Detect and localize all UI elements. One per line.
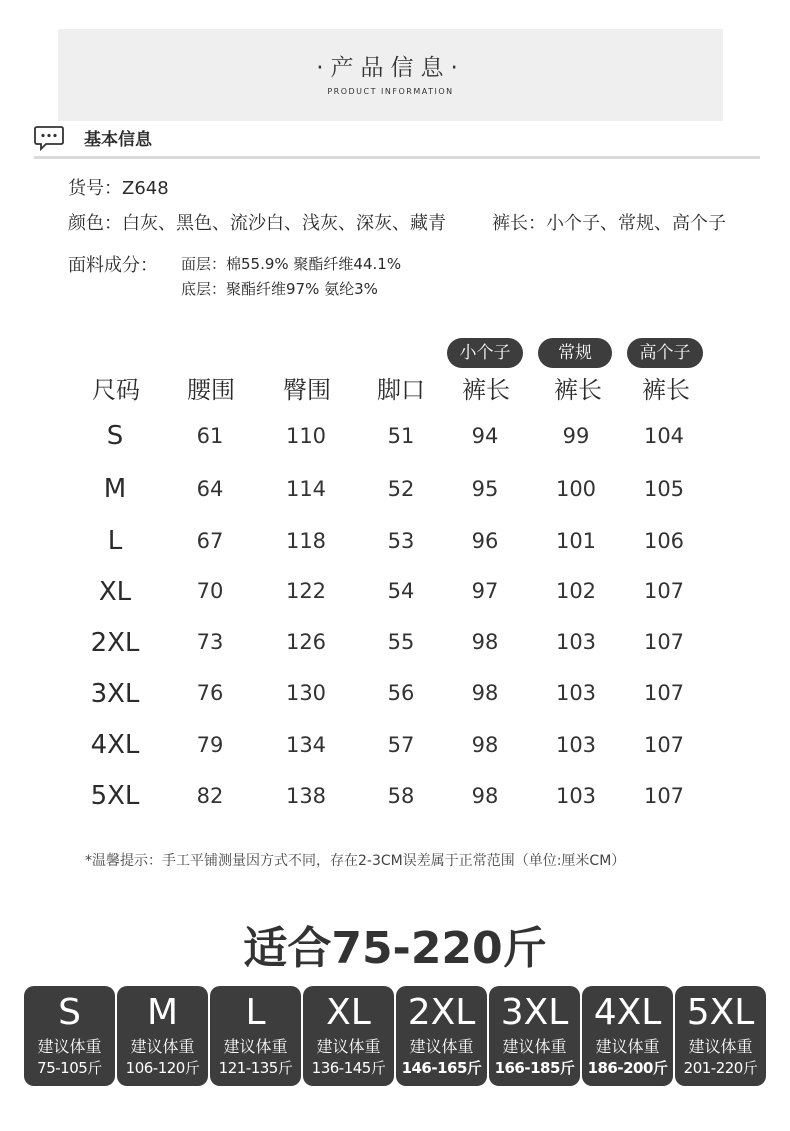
col-header-hem: 脚口 xyxy=(377,376,425,404)
card-weight: 166-185斤 xyxy=(494,1059,575,1077)
cell-hem: 57 xyxy=(387,733,415,757)
size-card-4xl xyxy=(582,986,673,1086)
cell-hip: 114 xyxy=(285,477,327,501)
sku-line xyxy=(68,174,169,200)
cell-length-regular: 103 xyxy=(555,784,597,808)
cell-length-petite: 94 xyxy=(471,424,499,448)
header-banner xyxy=(58,29,723,121)
card-weight: 201-220斤 xyxy=(683,1059,758,1077)
cell-length-petite: 95 xyxy=(471,477,499,501)
basic-info-heading xyxy=(34,121,760,159)
size-card-5xl xyxy=(675,986,766,1086)
card-weight: 121-135斤 xyxy=(218,1059,293,1077)
cell-length-regular: 103 xyxy=(555,681,597,705)
header-title: ·产品信息· xyxy=(316,55,465,81)
row-size-label: 3XL xyxy=(90,679,140,709)
cell-length-tall: 104 xyxy=(643,424,685,448)
cell-length-regular: 102 xyxy=(555,579,597,603)
cell-hem: 55 xyxy=(387,630,415,654)
card-size: XL xyxy=(326,992,371,1033)
badge-regular: 常规 xyxy=(538,338,612,368)
cell-waist: 73 xyxy=(196,630,224,654)
cell-hem: 51 xyxy=(387,424,415,448)
card-size: 5XL xyxy=(686,992,755,1033)
chat-bubble-icon xyxy=(34,125,64,151)
cell-hip: 134 xyxy=(285,733,327,757)
cell-length-tall: 106 xyxy=(643,529,685,553)
fit-weight-title: 适合75-220斤 xyxy=(243,923,547,974)
cell-waist: 70 xyxy=(196,579,224,603)
card-label: 建议体重 xyxy=(409,1037,474,1056)
cell-waist: 79 xyxy=(196,733,224,757)
col-header-length-regular: 裤长 xyxy=(554,376,602,404)
cell-waist: 76 xyxy=(196,681,224,705)
card-label: 建议体重 xyxy=(37,1037,102,1056)
col-header-length-tall: 裤长 xyxy=(642,376,690,404)
cell-waist: 61 xyxy=(196,424,224,448)
card-weight: 136-145斤 xyxy=(311,1059,386,1077)
cell-length-tall: 107 xyxy=(643,784,685,808)
fabric-inner: 底层：聚酯纤维97% 氨纶3% xyxy=(181,280,378,298)
cell-waist: 67 xyxy=(196,529,224,553)
card-size: S xyxy=(58,992,81,1033)
row-size-label: 2XL xyxy=(90,628,140,658)
card-label: 建议体重 xyxy=(688,1037,753,1056)
cell-hip: 126 xyxy=(285,630,327,654)
cell-hip: 110 xyxy=(285,424,327,448)
cell-hip: 138 xyxy=(285,784,327,808)
cell-hem: 53 xyxy=(387,529,415,553)
size-card-2xl xyxy=(396,986,487,1086)
fabric-outer: 面层：棉55.9% 聚酯纤维44.1% xyxy=(181,255,402,273)
cell-hem: 54 xyxy=(387,579,415,603)
card-weight: 75-105斤 xyxy=(37,1059,102,1077)
cell-waist: 82 xyxy=(196,784,224,808)
cell-length-tall: 107 xyxy=(643,579,685,603)
card-size: 2XL xyxy=(407,992,476,1033)
cell-length-regular: 103 xyxy=(555,630,597,654)
size-card-l xyxy=(210,986,301,1086)
col-header-size: 尺码 xyxy=(92,376,140,404)
cell-length-regular: 99 xyxy=(562,424,590,448)
cell-length-regular: 103 xyxy=(555,733,597,757)
size-card-3xl xyxy=(489,986,580,1086)
card-size: M xyxy=(146,992,179,1033)
col-header-waist: 腰围 xyxy=(187,376,235,404)
card-label: 建议体重 xyxy=(223,1037,288,1056)
cell-hip: 130 xyxy=(285,681,327,705)
length-label: 裤长： xyxy=(492,213,546,234)
card-weight: 186-200斤 xyxy=(587,1059,668,1077)
cell-hem: 56 xyxy=(387,681,415,705)
sku-label: 货号： xyxy=(68,178,122,199)
cell-length-petite: 98 xyxy=(471,733,499,757)
size-card-m xyxy=(117,986,208,1086)
cell-length-regular: 100 xyxy=(555,477,597,501)
row-size-label: M xyxy=(103,474,127,504)
color-label: 颜色： xyxy=(68,213,122,234)
cell-length-tall: 107 xyxy=(643,733,685,757)
divider xyxy=(34,156,760,159)
cell-length-petite: 97 xyxy=(471,579,499,603)
col-header-length-petite: 裤长 xyxy=(462,376,510,404)
color-value: 白灰、黑色、流沙白、浅灰、深灰、藏青 xyxy=(122,213,446,234)
cell-hem: 58 xyxy=(387,784,415,808)
badge-petite: 小个子 xyxy=(447,338,523,368)
sku-value: Z648 xyxy=(122,178,169,199)
cell-waist: 64 xyxy=(196,477,224,501)
cell-length-tall: 107 xyxy=(643,630,685,654)
card-weight: 106-120斤 xyxy=(125,1059,200,1077)
size-card-s xyxy=(24,986,115,1086)
cell-length-petite: 98 xyxy=(471,784,499,808)
color-line xyxy=(68,209,446,235)
row-size-label: 5XL xyxy=(90,781,140,811)
row-size-label: 4XL xyxy=(90,730,140,760)
card-size: L xyxy=(245,992,266,1033)
fabric-label: 面料成分： xyxy=(68,255,158,276)
cell-length-tall: 107 xyxy=(643,681,685,705)
card-size: 3XL xyxy=(500,992,569,1033)
cell-length-petite: 98 xyxy=(471,681,499,705)
cell-length-tall: 105 xyxy=(643,477,685,501)
basic-info-title: 基本信息 xyxy=(84,130,152,150)
card-weight: 146-165斤 xyxy=(401,1059,482,1077)
card-size: 4XL xyxy=(593,992,662,1033)
card-label: 建议体重 xyxy=(595,1037,660,1056)
badge-tall: 高个子 xyxy=(627,338,703,368)
cell-length-petite: 98 xyxy=(471,630,499,654)
card-label: 建议体重 xyxy=(502,1037,567,1056)
row-size-label: XL xyxy=(98,577,132,607)
cell-hem: 52 xyxy=(387,477,415,501)
col-header-hip: 臀围 xyxy=(283,376,331,404)
length-line xyxy=(492,209,726,235)
cell-hip: 118 xyxy=(285,529,327,553)
cell-length-petite: 96 xyxy=(471,529,499,553)
row-size-label: S xyxy=(106,421,124,451)
header-subtitle: PRODUCT INFORMATION xyxy=(327,87,454,96)
card-label: 建议体重 xyxy=(316,1037,381,1056)
length-value: 小个子、常规、高个子 xyxy=(546,213,726,234)
cell-length-regular: 101 xyxy=(555,529,597,553)
card-label: 建议体重 xyxy=(130,1037,195,1056)
size-card-xl xyxy=(303,986,394,1086)
measurement-note: *温馨提示：手工平铺测量因方式不同，存在2-3CM误差属于正常范围（单位:厘米CM） xyxy=(85,853,626,869)
cell-hip: 122 xyxy=(285,579,327,603)
row-size-label: L xyxy=(107,526,123,556)
